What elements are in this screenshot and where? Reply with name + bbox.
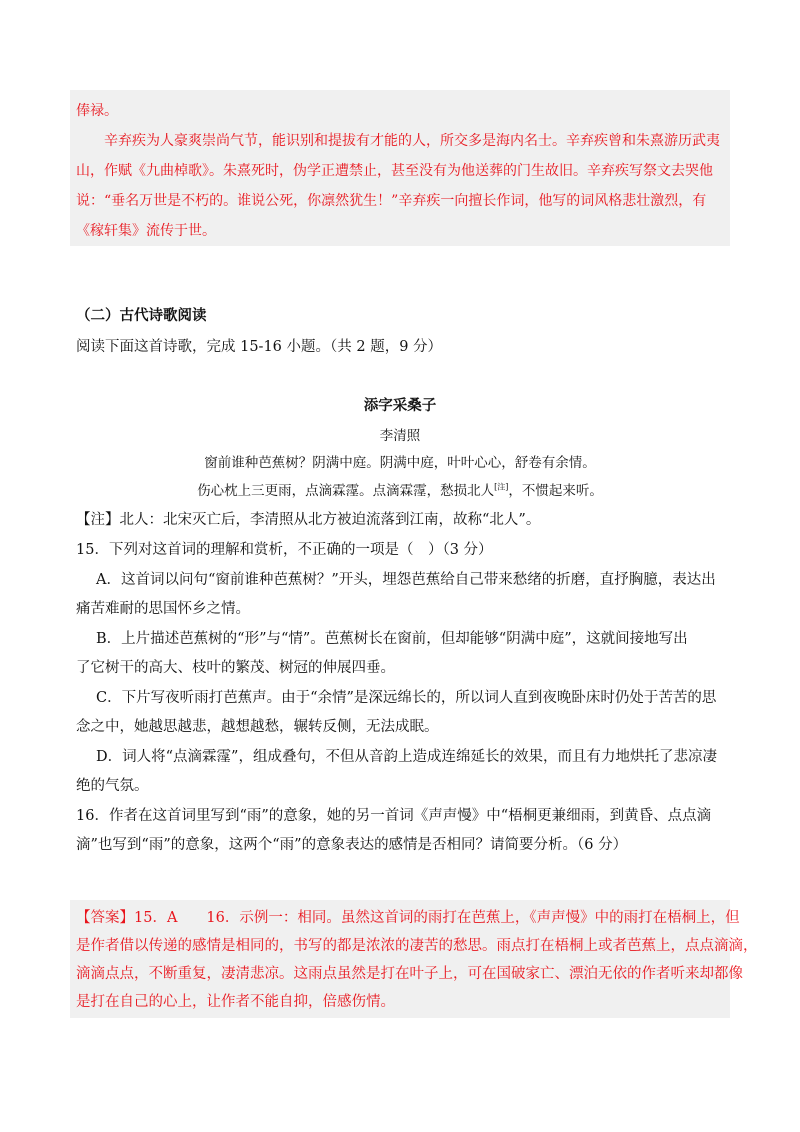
answer-line: 是作者借以传递的感情是相同的，书写的都是浓浓的凄苦的愁思。雨点打在梧桐上或者芭蕉上，点点滴滴， [76, 938, 758, 954]
option-a-line-2: 痛苦难耐的思国怀乡之情。 [76, 601, 250, 617]
note-marker: [注] [494, 482, 509, 492]
bio-line: 《稼轩集》流传于世。 [76, 223, 216, 239]
section-heading: （二）古代诗歌阅读 [76, 307, 207, 324]
question-16-line-2: 滴”也写到“雨”的意象，这两个“雨”的意象表达的感情是否相同？请简要分析。（6 分） [76, 837, 628, 853]
option-a-line-1: A．这首词以问句“窗前谁种芭蕉树？”开头，埋怨芭蕉给自己带来愁绪的折磨，直抒胸臆，表达出 [96, 572, 716, 588]
answer-line: 是打在自己的心上，让作者不能自抑，倍感伤情。 [76, 994, 395, 1010]
option-b-line-2: 了它树干的高大、枝叶的繁茂、树冠的伸展四垂。 [76, 660, 395, 676]
poem-note: 【注】北人：北宋灭亡后，李清照从北方被迫流落到江南，故称“北人”。 [76, 512, 541, 528]
option-c-line-2: 念之中，她越思越悲，越想越愁，辗转反侧，无法成眠。 [76, 719, 439, 735]
option-c-line-1: C．下片写夜听雨打芭蕉声。由于“余情”是深远绵长的，所以词人直到夜晚卧床时仍处于苦苦的思 [96, 690, 717, 706]
question-16-line-1: 16．作者在这首词里写到“雨”的意象，她的另一首词《声声慢》中“梧桐更兼细雨，到黄昏、点点滴 [76, 808, 712, 824]
poem-title: 添字采桑子 [363, 397, 437, 414]
option-b-line-1: B．上片描述芭蕉树的“形”与“情”。芭蕉树长在窗前，但却能够“阴满中庭”，这就间接地写出 [96, 631, 688, 647]
poem-line-2 [0, 481, 800, 501]
bio-line: 俸禄。 [76, 103, 118, 119]
bio-line: 说：“垂名万世是不朽的。谁说公死，你凛然犹生！”辛弃疾一向擅长作词，他写的词风格悲壮激烈，有 [76, 193, 707, 209]
section-instruction: 阅读下面这首诗歌，完成 15-16 小题。（共 2 题，9 分） [76, 339, 443, 355]
answer-line: 【答案】15．A 16．示例一：相同。虽然这首词的雨打在芭蕉上，《声声慢》中的雨打在梧桐上，但 [76, 910, 740, 926]
bio-line: 辛弃疾为人豪爽崇尚气节，能识别和提拔有才能的人，所交多是海内名士。辛弃疾曾和朱熹游历武夷 [76, 133, 720, 149]
option-d-line-2: 绝的气氛。 [76, 778, 149, 794]
poem-line-2-a: 伤心枕上三更雨，点滴霖霪。点滴霖霪，愁损北人 [197, 483, 495, 499]
poem-line-1: 窗前谁种芭蕉树？阴满中庭。阴满中庭，叶叶心心，舒卷有余情。 [204, 455, 596, 471]
answer-line: 滴滴点点，不断重复，凄清悲凉。这雨点虽然是打在叶子上，可在国破家亡、漂泊无依的作者听来却都像 [76, 966, 743, 982]
bio-line: 山，作赋《九曲棹歌》。朱熹死时，伪学正遭禁止，甚至没有为他送葬的门生故旧。辛弃疾写祭文去哭他 [76, 163, 713, 179]
poem-author: 李清照 [379, 428, 421, 444]
question-15-stem: 15．下列对这首词的理解和赏析，不正确的一项是（ ）（3 分） [76, 542, 493, 558]
option-d-line-1: D．词人将“点滴霖霪”，组成叠句，不但从音韵上造成连绵延长的效果，而且有力地烘托了悲凉凄 [96, 749, 717, 765]
answer-box [70, 900, 758, 1018]
poem-line-2-b: ，不惯起来听。 [508, 483, 603, 499]
bio-translation-box [70, 90, 730, 246]
